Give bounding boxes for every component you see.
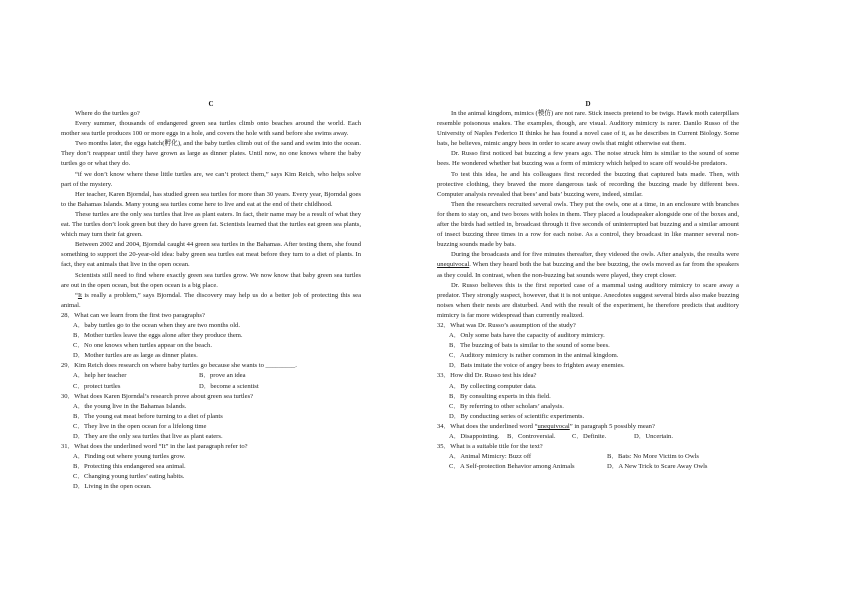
option-a: A．help her teacher: [73, 372, 127, 380]
option-a: A．Only some bats have the capacity of auditory mimicry.: [449, 332, 605, 340]
question-31: [61, 442, 361, 492]
passage-c-paragraph: “if we don’t know where these little turtles are, we can’t protect them,” says Kim Reich, who helps solve part of the mystery.: [61, 170, 361, 188]
option-b: B．Mother turtles leave the eggs alone after they produce them.: [73, 332, 243, 340]
underlined-word-unequivocal: unequivocal: [437, 261, 470, 269]
question-29: [61, 361, 361, 391]
option-d: D．Living in the open ocean.: [73, 483, 152, 491]
question-stem: 28．What can we learn from the first two paragraphs?: [61, 311, 205, 319]
option-row: [61, 382, 361, 392]
question-stem: 32．What was Dr. Russo’s assumption of the study?: [437, 321, 576, 329]
option-row: [61, 371, 361, 381]
question-stem: 33．How did Dr. Russo test his idea?: [437, 372, 537, 380]
passage-d: [437, 99, 739, 472]
option-a: A．Disappointing.: [449, 433, 500, 440]
paragraph-text: During the broadcasts and for five minutes thereafter, they videoed the owls. After analysis, the results were: [451, 251, 739, 259]
option-c: C．By referring to other scholars’ analysis.: [449, 402, 564, 410]
option-c: C．protect turtles: [73, 382, 121, 390]
passage-c-paragraph: These turtles are the only sea turtles that live as plant eaters. In fact, their name may be a result of what they eat. The turtles don’t look green but they do have green fat. Scientists learned that the turtles eat green sea plants, which may turn their fat green.: [61, 210, 361, 239]
underlined-word-unequivocal: unequivocal: [537, 422, 570, 430]
paragraph-text: . When they heard both the bat buzzing and the bee buzzing, the owls moved as far from the speakers as they could. In contrast, when the non-buzzing bat sounds were played, they crept closer.: [437, 261, 739, 279]
option-d: D．Mother turtles are as large as dinner plates.: [73, 352, 198, 360]
option-d: D．By conducting series of scientific experiments.: [449, 412, 585, 420]
option-c: C．A Self-protection Behavior among Animals: [449, 463, 575, 471]
option-c: C．Changing young turtles’ eating habits.: [73, 473, 185, 481]
section-title-c: C: [208, 100, 214, 108]
passage-c: [61, 99, 361, 493]
last-paragraph-text: is really a problem,” says Bjorndal. The discovery may help us do a better job of protecting this sea animal.: [61, 291, 361, 309]
option-d: D．They are the only sea turtles that live as plant eaters.: [73, 433, 223, 440]
option-row: [437, 452, 739, 462]
stem-text: 34．What does the underlined word “: [437, 422, 538, 430]
option-b: B．Bats: No More Victim to Owls: [607, 453, 699, 461]
passage-c-last-paragraph: [61, 291, 361, 311]
passage-d-paragraph: Dr. Russo believes this is the first reported case of a mammal using auditory mimicry to scare away a predator. They strongly suspect, however, that it is not unique. Anecdotes suggest several birds also make buzzing noises when their nests are disturbed. And with the result of the experiment, he therefore predicts that auditory mimicry is far more widespread than currently realized.: [437, 281, 739, 319]
option-b: B．The young eat meat before turning to a diet of plants: [73, 412, 223, 420]
question-30: [61, 392, 361, 442]
passage-c-paragraph: Two months later, the eggs hatch(孵化), and the baby turtles climb out of the sand and swim into the ocean. They don’t reappear until they have grown as large as dinner plates. Until now, no one knows where the baby turtles go or what they do.: [61, 140, 361, 168]
option-b: B．The buzzing of bats is similar to the sound of some bees.: [449, 342, 610, 350]
question-35: [437, 442, 739, 472]
passage-c-paragraph: Between 2002 and 2004, Bjorndal caught 44 green sea turtles in the Bahamas. After testing them, she found something to support the 20-year-old idea: baby green sea turtles eat meat before they turn to a diet of plants. In fact, they eat animals that live in the open ocean.: [61, 241, 361, 269]
passage-c-question: Where do the turtles go?: [75, 110, 140, 117]
option-a: A．Animal Mimicry: Buzz off: [449, 453, 532, 461]
question-33: [437, 371, 739, 421]
option-d: D．Uncertain.: [634, 433, 673, 440]
underlined-word-it: It: [77, 291, 82, 299]
passage-d-paragraph: Then the researchers recruited several owls. They put the owls, one at a time, in an enclosure with branches for them to stay on, and two boxes with holes in them. They placed a loudspeaker alongside one of the boxes and, after the birds had settled in, broadcast through it five seconds of uninterrupted bat buzzing and a similar amount of insect buzzing three times in a row for each noise. As a control, they broadcast in like manner several non-buzzing sounds made by bats.: [437, 200, 739, 249]
stem-text: ” in paragraph 5 possibly mean?: [569, 422, 655, 430]
option-c: C．No one knows when turtles appear on the beach.: [73, 342, 212, 350]
option-b: B．Protecting this endangered sea animal.: [73, 463, 186, 471]
passage-d-paragraph: To test this idea, he and his colleagues first recorded the buzzing that captured bats made. Then, with protective clothing, they braved the more dangerous task of recording the buzzing made by different bees. Computer analysis revealed that bees’ and bats’ buzzing were, indeed, similar.: [437, 170, 739, 198]
option-b: B．Controversial.: [507, 433, 556, 440]
option-b: B．prove an idea: [199, 372, 246, 380]
option-c: C．Auditory mimicry is rather common in the animal kingdom.: [449, 352, 619, 360]
option-a: A．Finding out where young turtles grow.: [73, 453, 186, 461]
option-a: A．baby turtles go to the ocean when they are two months old.: [73, 321, 241, 329]
passage-c-paragraph: Her teacher, Karen Bjorndal, has studied green sea turtles for more than 30 years. Every year, Bjorndal goes to the Bahamas Islands. Many young sea turtles come here to live and eat at the end of their childhood.: [61, 190, 361, 208]
question-32: [437, 321, 739, 371]
question-stem: 30．What does Karen Bjorndal’s research prove about green sea turtles?: [61, 392, 254, 400]
option-row: [437, 462, 739, 472]
option-d: D．Bats imitate the voice of angry bees to frighten away enemies.: [449, 362, 625, 370]
passage-d-paragraph-5: [437, 250, 739, 280]
passage-c-paragraph: Every summer, thousands of endangered green sea turtles climb onto beaches around the world. Each mother sea turtle produces 100 or more eggs in a hole, and covers the hole with sand before she swims away.: [61, 120, 361, 138]
option-d: D．become a scientist: [199, 382, 259, 390]
option-c: C．Definite.: [572, 433, 607, 440]
question-stem: 31．What does the underlined word “It” in the last paragraph refer to?: [61, 443, 248, 451]
section-title-d: D: [585, 100, 591, 108]
question-34: [437, 422, 739, 442]
option-c: C．They live in the open ocean for a lifelong time: [73, 422, 207, 430]
quote-mark: “: [75, 291, 78, 299]
passage-d-paragraph: In the animal kingdom, mimics (模仿) are not rare. Stick insects pretend to be twigs. Hawk moth caterpillars resemble poisonous snakes. The examples, though, are visual. Auditory mimicry is rarer. Danilo Russo of the University of Naples Federico II thinks he has found a novel case of it, as he describes in Current Biology. Some bats, he believes, mimic angry bees in order to scare away owls that might otherwise eat them.: [437, 110, 739, 148]
option-a: A．By collecting computer data.: [449, 382, 537, 390]
passage-d-paragraph: Dr. Russo first noticed bat buzzing a few years ago. The noise struck him is similar to the sound of some bees. He wondered whether bat buzzing was a form of mimicry which helped to scare off would-be predators.: [437, 150, 739, 168]
question-28: [61, 311, 361, 361]
question-stem: [437, 422, 739, 432]
option-d: D．A New Trick to Scare Away Owls: [607, 463, 708, 471]
question-stem: 35．What is a suitable title for the text?: [437, 443, 543, 451]
question-stem: 29．Kim Reich does research on where baby turtles go because she wants to _________.: [61, 362, 297, 370]
option-row: [437, 432, 739, 442]
option-a: A．the young live in the Bahamas Islands.: [73, 402, 187, 410]
option-b: B．By consulting experts in this field.: [449, 392, 551, 400]
passage-c-paragraph: Scientists still need to find where exactly green sea turtles grow. We now know that baby green sea turtles are out in the open ocean, but the open ocean is a big place.: [61, 271, 361, 289]
